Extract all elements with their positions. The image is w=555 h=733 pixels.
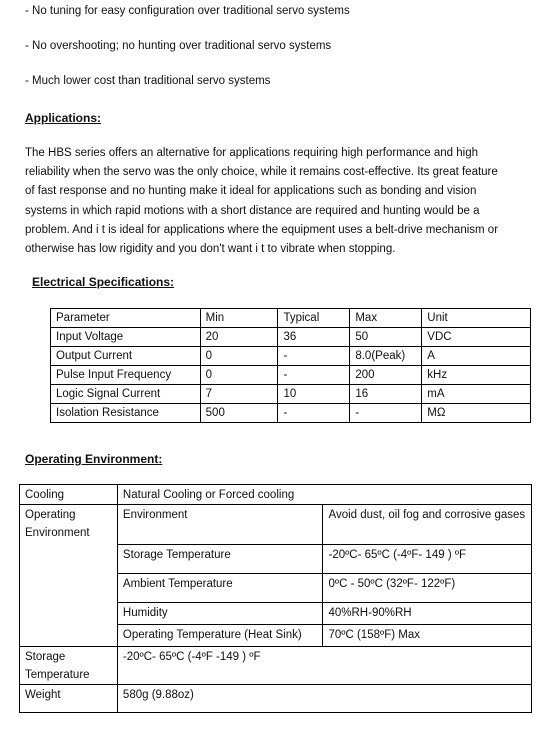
applications-line: otherwise has low rigidity and you don't want i t to vibrate when stopping.: [25, 243, 396, 256]
table-cell: Operating Environment: [20, 505, 118, 647]
table-cell: Output Current: [51, 347, 201, 366]
table-cell: 36: [278, 328, 350, 347]
applications-line: of fast response and no hunting make it ideal for applications such as bonding and vision: [25, 185, 477, 198]
electrical-spec-table: [50, 308, 531, 423]
table-cell: Weight: [20, 685, 118, 713]
table-cell: -20ºC- 65ºC (-4ºF -149 ) ºF: [117, 647, 531, 685]
applications-line: systems in which rapid motions with a short distance are required and hunting would be a: [25, 204, 480, 217]
table-cell: -: [278, 366, 350, 385]
table-cell: -: [350, 404, 422, 423]
table-cell: 200: [350, 366, 422, 385]
table-row: [20, 685, 532, 713]
table-cell: 50: [350, 328, 422, 347]
table-row: [51, 347, 531, 366]
table-cell: Natural Cooling or Forced cooling: [117, 485, 531, 505]
table-row: [20, 647, 532, 685]
table-cell: 70ºC (158ºF) Max: [323, 625, 532, 647]
table-cell: 0ºC - 50ºC (32ºF- 122ºF): [323, 574, 532, 603]
table-cell: mA: [422, 385, 531, 404]
table-cell: kHz: [422, 366, 531, 385]
feature-bullet-1: - No tuning for easy configuration over traditional servo systems: [25, 5, 350, 17]
table-cell: 500: [200, 404, 278, 423]
header-cell: Typical: [278, 309, 350, 328]
table-cell: Avoid dust, oil fog and corrosive gases: [323, 505, 532, 545]
table-cell: -20ºC- 65ºC (-4ºF- 149 ) ºF: [323, 545, 532, 574]
table-row: [20, 505, 532, 545]
table-cell: Operating Temperature (Heat Sink): [117, 625, 323, 647]
table-header-row: [51, 309, 531, 328]
header-cell: Parameter: [51, 309, 201, 328]
table-row: [51, 366, 531, 385]
table-cell: Isolation Resistance: [51, 404, 201, 423]
table-cell: 8.0(Peak): [350, 347, 422, 366]
applications-line: The HBS series offers an alternative for applications requiring high performance and high: [25, 147, 479, 159]
table-cell: 0: [200, 347, 278, 366]
table-cell: Ambient Temperature: [117, 574, 323, 603]
table-cell: Storage Temperature: [20, 647, 118, 685]
table-cell: VDC: [422, 328, 531, 347]
table-row: [51, 385, 531, 404]
table-cell: Pulse Input Frequency: [51, 366, 201, 385]
table-cell: 0: [200, 366, 278, 385]
applications-line: problem. And i t is ideal for applications where the equipment uses a belt-drive mechanism or: [25, 223, 499, 236]
table-cell: -: [278, 404, 350, 423]
table-cell: Cooling: [20, 485, 118, 505]
table-cell: 16: [350, 385, 422, 404]
feature-bullet-2: - No overshooting; no hunting over traditional servo systems: [25, 40, 332, 52]
table-row: [20, 485, 532, 505]
header-cell: Max: [350, 309, 422, 328]
header-cell: Unit: [422, 309, 531, 328]
feature-bullet-3: - Much lower cost than traditional servo systems: [25, 75, 271, 87]
table-cell: Input Voltage: [51, 328, 201, 347]
table-cell: MΩ: [422, 404, 531, 423]
table-cell: 10: [278, 385, 350, 404]
operating-environment-table: [19, 484, 532, 713]
table-row: [51, 328, 531, 347]
table-cell: A: [422, 347, 531, 366]
table-cell: -: [278, 347, 350, 366]
table-cell: 40%RH-90%RH: [323, 603, 532, 625]
applications-heading: Applications:: [25, 111, 102, 125]
table-cell: 7: [200, 385, 278, 404]
table-row: [51, 404, 531, 423]
applications-paragraph: [25, 144, 533, 259]
table-cell: Storage Temperature: [117, 545, 323, 574]
header-cell: Min: [200, 309, 278, 328]
table-cell: 580g (9.88oz): [117, 685, 531, 713]
environment-heading: Operating Environment:: [25, 452, 163, 466]
electrical-heading: Electrical Specifications:: [32, 275, 175, 289]
table-cell: Logic Signal Current: [51, 385, 201, 404]
applications-line: reliability when the servo was the only choice, while it remains cost-effective. Its great feature: [25, 166, 498, 179]
table-cell: Humidity: [117, 603, 323, 625]
table-cell: Environment: [117, 505, 323, 545]
table-cell: 20: [200, 328, 278, 347]
